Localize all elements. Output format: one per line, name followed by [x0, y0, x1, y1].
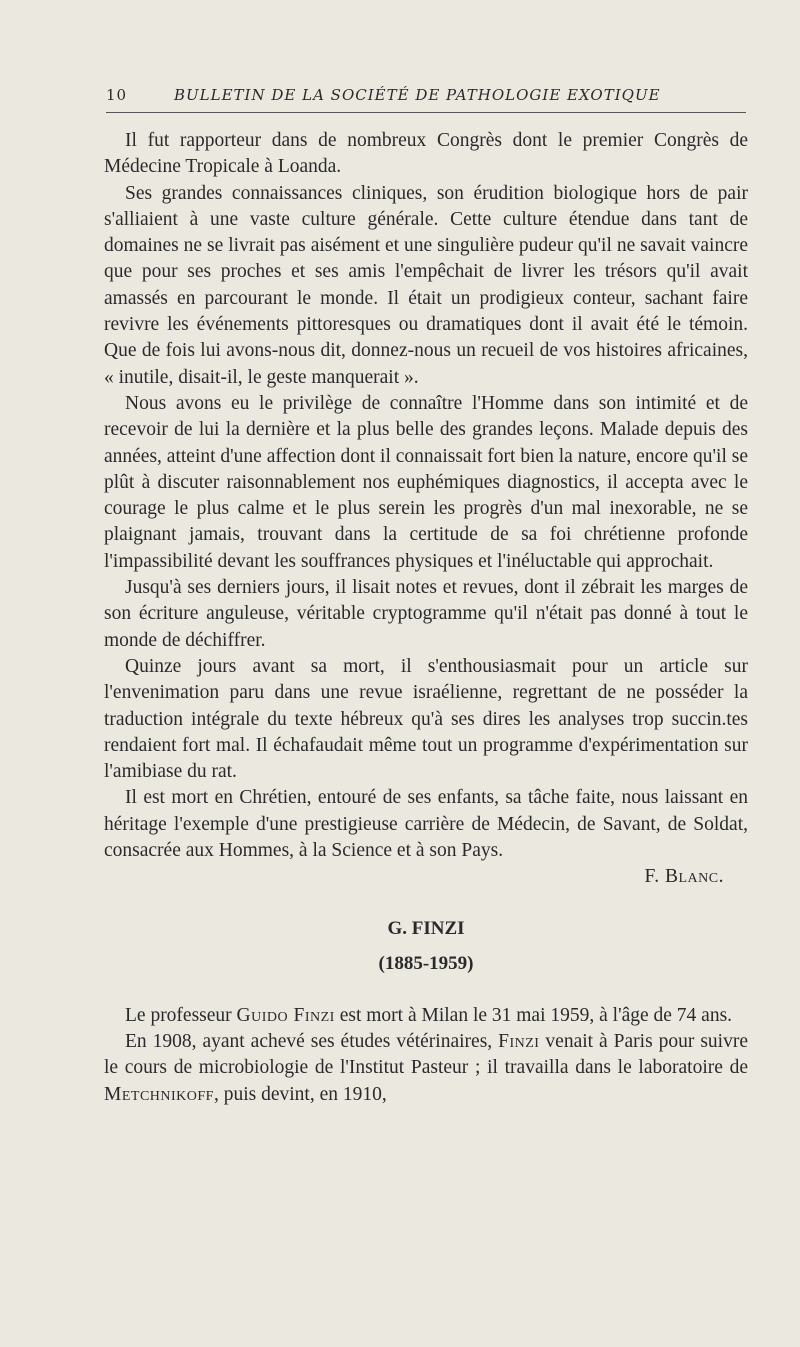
- paragraph: [104, 1029, 748, 1108]
- obituary-dates: (1885-1959): [378, 952, 474, 974]
- paragraph: Il fut rapporteur dans de nombreux Congrès dont le premier Congrès de Médecine Tropicale à Loanda.: [104, 130, 748, 178]
- text-run: En 1908, ayant achevé ses études vétérinaires,: [125, 1030, 499, 1052]
- page-number: 10: [106, 86, 128, 104]
- paragraph: Nous avons eu le privilège de connaître l'Homme dans son intimité et de recevoir de lui la dernière et la plus belle des grandes leçons. Malade depuis des années, atteint d'une affection dont il connaissait fort bien la nature, encore qu'il se plût à discuter raisonnablement nos euphémiques diagnostics, il accepta avec le courage le plus calme et le plus serein les progrès d'un mal inexorable, ne se plaignant jamais, trouvant dans la certitude de sa foi chrétienne profonde l'impassibilité devant les souffrances physiques et l'inéluctable qui approchait.: [104, 392, 748, 572]
- person-name: Metchnikoff: [104, 1083, 214, 1105]
- person-name: Guido Finzi: [236, 1004, 335, 1026]
- journal-title: BULLETIN DE LA SOCIÉTÉ DE PATHOLOGIE EXOTIQUE: [174, 86, 661, 104]
- obituary-title: G. FINZI: [387, 917, 465, 939]
- paragraph: Jusqu'à ses derniers jours, il lisait notes et revues, dont il zébrait les marges de son écriture anguleuse, véritable cryptogramme qu'il n'était pas donné à tout le monde de déchiffrer.: [104, 577, 748, 651]
- person-name: Finzi: [498, 1030, 540, 1052]
- running-header: [106, 84, 746, 113]
- paragraph: Ses grandes connaissances cliniques, son érudition biologique hors de pair s'alliaient à une vaste culture générale. Cette culture étendue dans tant de domaines ne se livrait pas aisément et une singulière pudeur qu'il ne savait vaincre que pour ses proches et ses amis l'empêchait de livrer les trésors qu'il avait amassés en parcourant le monde. Il était un prodigieux conteur, sachant faire revivre les événements pittoresques ou dramatiques dont il avait été le témoin. Que de fois lui avons-nous dit, donnez-nous un recueil de vos histoires africaines, « inutile, disait-il, le geste manquerait ».: [104, 182, 748, 388]
- author-signature: F. Blanc.: [644, 866, 724, 888]
- paragraph: [104, 1003, 748, 1029]
- text-run: , puis devint, en 1910,: [213, 1083, 387, 1105]
- paragraph: Il est mort en Chrétien, entouré de ses enfants, sa tâche faite, nous laissant en héritage l'exemple d'une prestigieuse carrière de Médecin, de Savant, de Soldat, consacrée aux Hommes, à la Science et à son Pays.: [104, 787, 748, 862]
- paragraph: Quinze jours avant sa mort, il s'enthousiasmait pour un article sur l'envenimation paru dans une revue israélienne, regrettant de ne posséder la traduction intégrale du texte hébreux qu'à ses dires les analyses trop succin.tes rendaient fort mal. Il échafaudait même tout un programme d'expérimentation sur l'amibiase du rat.: [104, 655, 748, 783]
- text-run: venait à Paris pour suivre le cours de microbiologie de l'Institut Pasteur ; il travailla dans le laboratoire de: [104, 1030, 748, 1079]
- text-run: est mort à Milan le 31 mai 1959, à l'âge de 74 ans.: [334, 1004, 733, 1026]
- text-run: Le professeur: [125, 1004, 237, 1026]
- article-body: [104, 128, 748, 1108]
